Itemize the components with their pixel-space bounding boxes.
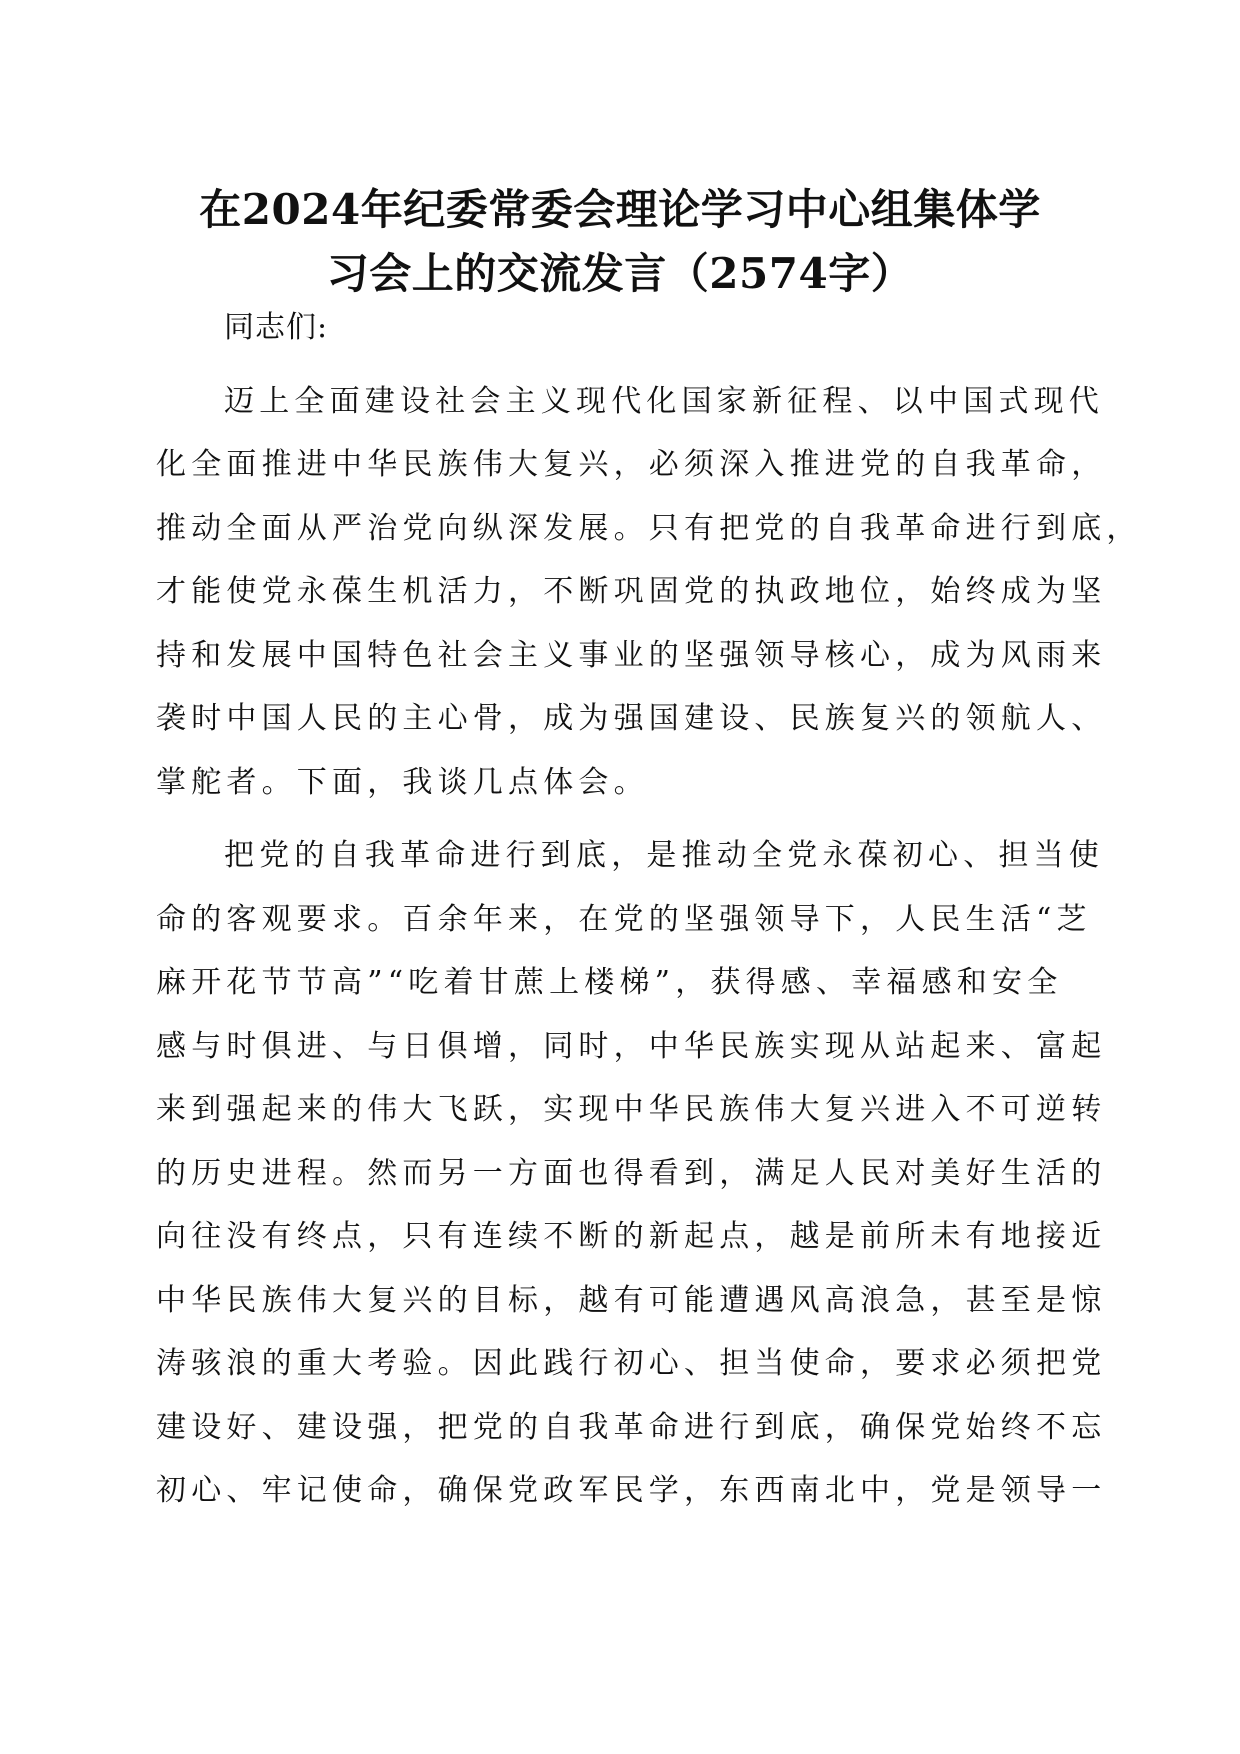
paragraph-1 — [156, 370, 1142, 815]
document-body — [156, 296, 1142, 1523]
paragraph-line: 推动全面从严治党向纵深发展。只有把党的自我革命进行到底， — [156, 510, 1142, 546]
salutation — [156, 296, 1076, 360]
paragraph-line: 麻开花节节高”“吃着甘蔗上楼梯”，获得感、幸福感和安全 — [156, 965, 1063, 1000]
paragraph-line: 初心、牢记使命，确保党政军民学，东西南北中，党是领导一 — [156, 1473, 1107, 1508]
paragraph-line: 化全面推进中华民族伟大复兴，必须深入推进党的自我革命， — [156, 447, 1107, 482]
paragraph-line: 感与时俱进、与日俱增，同时，中华民族实现从站起来、富起 — [156, 1028, 1107, 1064]
paragraph-line: 向往没有终点，只有连续不断的新起点，越是前所未有地接近 — [156, 1219, 1107, 1254]
paragraph-2 — [156, 824, 1107, 1523]
title-line-2: 习会上的交流发言（2574字） — [326, 249, 914, 298]
salutation-text: 同志们: — [224, 310, 329, 345]
paragraph-line: 把党的自我革命进行到底，是推动全党永葆初心、担当使 — [224, 838, 1104, 873]
paragraph-line: 中华民族伟大复兴的目标，越有可能遭遇风高浪急，甚至是惊 — [156, 1282, 1107, 1318]
paragraph-line: 迈上全面建设社会主义现代化国家新征程、以中国式现代 — [224, 383, 1104, 419]
paragraph-line: 命的客观要求。百余年来，在党的坚强领导下，人民生活“芝 — [156, 901, 1092, 937]
paragraph-line: 的历史进程。然而另一方面也得看到，满足人民对美好生活的 — [156, 1155, 1107, 1191]
paragraph-line: 持和发展中国特色社会主义事业的坚强领导核心，成为风雨来 — [156, 637, 1107, 673]
paragraph-line: 袭时中国人民的主心骨，成为强国建设、民族复兴的领航人、 — [156, 701, 1107, 736]
paragraph-line: 建设好、建设强，把党的自我革命进行到底，确保党始终不忘 — [156, 1409, 1107, 1445]
paragraph-line: 涛骇浪的重大考验。因此践行初心、担当使命，要求必须把党 — [156, 1346, 1107, 1381]
document-title — [150, 178, 1090, 306]
paragraph-line: 才能使党永葆生机活力，不断巩固党的执政地位，始终成为坚 — [156, 574, 1107, 609]
paragraph-line: 掌舵者。下面，我谈几点体会。 — [156, 764, 649, 800]
title-line-1: 在2024年纪委常委会理论学习中心组集体学 — [199, 185, 1041, 234]
paragraph-line: 来到强起来的伟大飞跃，实现中华民族伟大复兴进入不可逆转 — [156, 1092, 1107, 1127]
